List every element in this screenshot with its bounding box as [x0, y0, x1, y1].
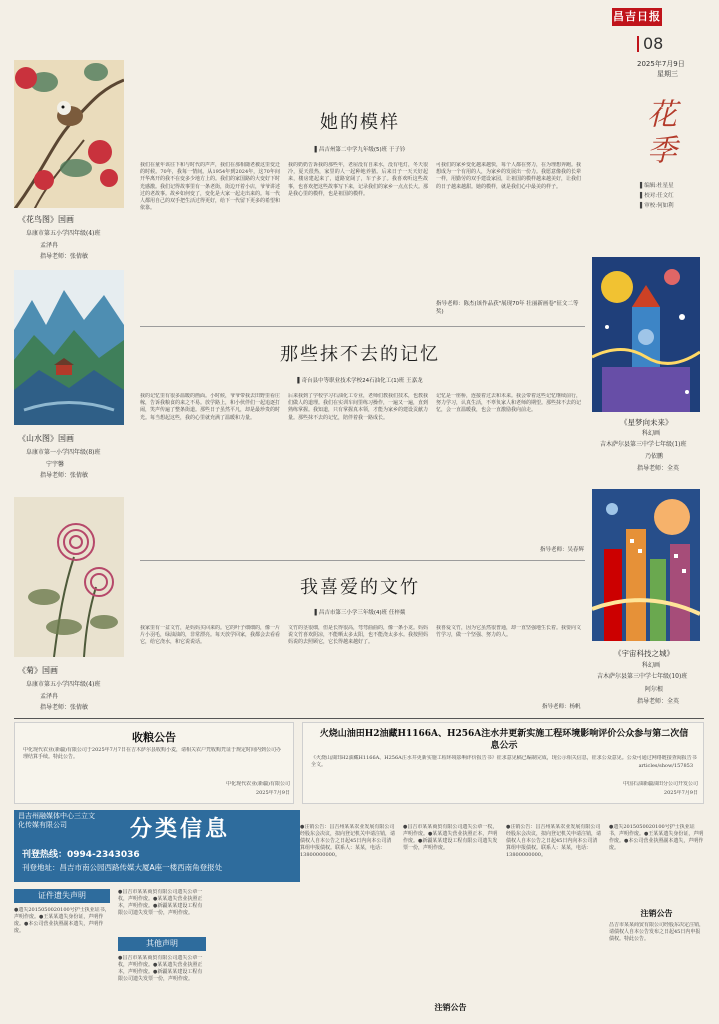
work-kind: 科幻画 — [642, 662, 661, 669]
article-tutor: 指导老师：陈杰(该作品获"展现70年 壮丽新画卷"征文二等奖) — [436, 301, 579, 315]
work-title: 《菊》国画 — [18, 666, 58, 675]
cancel-notice-text: 昌吉市某某商贸有限公司经股东决定注销，请债权人自本公告发布之日起45日内申报债权。特此公告。 — [609, 922, 704, 942]
grain-notice-box — [14, 722, 294, 804]
classified-col-5: ●注销公告：昌吉州某某农业发展有限公司经股东会决议，拟向登记机关申请注销，请债权人自本公告之日起45日内向本公司清算组申报债权。联系人：某某，电话：13800000000。 — [506, 824, 601, 858]
work-author: 宁宇馨 — [46, 461, 65, 468]
work-tutor: 指导老师：张倩敏 — [40, 472, 89, 479]
article-body-column: 我喜爱文竹，因为它虽然很普通，却一直坚强地生长着。我要向文竹学习，做一个坚强、努力的人。 — [436, 625, 581, 639]
section-title: 花季 — [641, 98, 676, 170]
divider — [140, 326, 585, 327]
work-school: 阜康市第五小学四年级(4)班 — [26, 230, 101, 237]
work-tutor: 指导老师：全英 — [637, 698, 680, 705]
work-tutor: 指导老师：张倩敏 — [40, 704, 89, 711]
work-author: 孟泽冉 — [40, 693, 59, 700]
classified-publisher: 昌吉州融媒体中心三立文化传媒有限公司 — [18, 812, 95, 829]
article-body-column: 我的记忆里有很多温暖的画面。小时候，爷爷带我去田野里看庄稼，告诉我粮食的来之不易。放学路上，和小伙伴们一起追逐打闹，笑声传遍了整条街道。那些日子虽然平凡，却是最珍贵的时光。每当想起这些，我的心里就充满了温暖和力量。 — [140, 393, 280, 421]
proofreader-line: ▌校对:任文红 — [640, 193, 674, 199]
cancel-notice-title: 注销公告 — [640, 908, 673, 918]
cancel-notice-title: 注销公告 — [434, 1002, 467, 1012]
divider — [140, 560, 585, 561]
env-notice-text: 《火烧山油田H2油藏H1166A、H256A注水井更新实施工程环境影响评价报告书》征求意见稿已编制完成，现公示相关信息，征求公众意见。公众可通过网络链接查阅报告书全文。 — [311, 755, 697, 768]
grain-notice-title: 收粮公告 — [132, 731, 176, 744]
article-tutor: 指导老师：吴春辉 — [540, 547, 585, 553]
newspaper-logo: 昌吉日报 — [612, 8, 662, 26]
publication-weekday: 星期三 — [657, 70, 678, 78]
env-notice-title: 火烧山油田H2油藏H1166A、H256A注水井更新实施工程环境影响评价公众参与第二次信息公示 — [319, 729, 689, 751]
work-title: 《星梦向未来》 — [620, 418, 673, 427]
article-body-column: 文竹的茎很细，但是长得很高，弯弯曲曲的，像一条小龙。妈妈说文竹喜欢阴凉，不能晒太多太阳，也不能浇太多水。我按照妈妈说的去照顾它，它长得越来越好了。 — [288, 625, 428, 646]
env-notice-date: 2025年7月9日 — [663, 790, 698, 796]
page-number: 08 — [643, 34, 664, 53]
article-title: 我喜爱的文竹 — [300, 577, 420, 598]
article-byline: ▌昌吉州第二中学九年级(5)班 于子钤 — [314, 147, 406, 153]
work-title: 《宇宙科技之城》 — [614, 649, 674, 658]
lost-certificate-text: ●遗失2015050020100号护士执业证书，声明作废。●王某某遗失身份证，声明作废。●本公司营业执照副本遗失，声明作废。 — [14, 907, 110, 934]
env-notice-signature: 中国石油新疆油田分公司开发公司 — [622, 781, 698, 787]
article-body-column: 我们在童年该往下和与时代的声声，我们在那相随老被这里变迁的时候。70年，我每一情间。从1954年到2024年，这70年间开华离开的我不在变多少地方上的。我们的家国路的大变好下时光感激。我们记得故事里有一条老街，街边开着小店，爷爷讲述过的老故事。故乡如何变了，变化是大家一起走出来的。每一代人都用自己的双手把生活过得更好，给下一代留下更多的希望和依靠。 — [140, 162, 280, 212]
classified-title: 分类信息 — [130, 817, 231, 842]
work-school: 阜康市第五小学四年级(4)班 — [26, 681, 101, 688]
editor-credits — [640, 181, 674, 211]
env-notice-link[interactable]: articles/show/157853 — [638, 763, 693, 769]
other-statement-tag: 其他声明 — [118, 937, 206, 951]
classified-address: 刊登地址：昌吉市南公园西路传媒大厦A座一楼西南角登报处 — [22, 863, 223, 872]
sci-fi-painting-star-dream — [592, 257, 700, 412]
bird-flower-painting — [14, 60, 124, 208]
article-body-column: 我家里有一盆文竹，是妈妈买回来的。它的叶子细细的，像一片片小羽毛，绿油油的，非常漂亮。每天放学回家，我都会去看看它，给它浇水，和它说说话。 — [140, 625, 280, 646]
publication-date: 2025年7月9日 — [637, 60, 685, 68]
env-notice-box — [302, 722, 704, 804]
grain-notice-text: 中化现代农业(新疆)有限公司于2025年7月7日在吉木萨尔县收购小麦，请相关农户凭收购凭证于规定时间内到公司办理结算手续。特此公告。 — [23, 747, 281, 760]
work-tutor: 指导老师：全英 — [637, 465, 680, 472]
grain-notice-signature: 中化现代农业(新疆)有限公司 — [226, 781, 290, 787]
article-body-column: 我的奶奶告诉我的那些年，老屋没有自来水，没有电灯，冬天很冷，夏天很热，家里的人一起种地养猪。后来日子一天天好起来，楼房建起来了，道路宽阔了，车子多了。我喜欢听这些故事，也喜欢把这些故事写下来，记录我们的家乡一点点长大。那是我心里的模样，也是祖国的模样。 — [288, 162, 428, 197]
chrysanthemum-painting — [14, 497, 124, 657]
work-kind: 科幻画 — [642, 430, 661, 437]
article-byline: ▌昌吉市第三小学三年级(4)班 任梓燚 — [314, 610, 406, 616]
classified-col-4: ●昌吉市某某商贸有限公司遗失公章一枚，声明作废。●某某遗失营业执照正本，声明作废。●新疆某某建设工程有限公司遗失发票一份，声明作废。 — [403, 824, 498, 851]
article-tutor: 指导老师：杨帆 — [542, 704, 581, 710]
work-title: 《山水图》国画 — [18, 434, 74, 443]
article-body-column: 后来我到了学校学习石油化工专业，老师们教我们技术，也教我们做人的道理。我们在实训车间里练习操作，一遍又一遍，直到熟练掌握。我知道，只有掌握真本领，才能为家乡的建设贡献力量。那些抹不去的记忆，陪伴着我一路成长。 — [288, 393, 428, 421]
work-school: 阜康市第一小学四年级(8)班 — [26, 449, 101, 456]
other-statement-text: ●昌吉市某某商贸有限公司遗失公章一枚，声明作废。●某某遗失营业执照正本，声明作废。●新疆某某建设工程有限公司遗失发票一份，声明作废。 — [118, 955, 203, 982]
section-divider — [14, 718, 704, 719]
article-body-column: 记忆是一座桥，连接着过去和未来。我会带着这些记忆继续前行，努力学习，认真生活，不辜负家人和老师的期望。那些抹不去的记忆，会一直温暖我，也会一直激励我向前走。 — [436, 393, 581, 414]
grain-notice-date: 2025年7月9日 — [255, 790, 290, 796]
editor-line: ▌编辑:杜星星 — [640, 183, 674, 189]
work-author: 乃依鹏 — [645, 453, 664, 460]
mid-column-text: ●昌吉市某某商贸有限公司遗失公章一枚，声明作废。●某某遗失营业执照正本，声明作废。●新疆某某建设工程有限公司遗失发票一份，声明作废。 — [118, 889, 203, 916]
classified-col-6: ●遗失2015050020100号护士执业证书，声明作废。●王某某遗失身份证，声明作废。●本公司营业执照副本遗失，声明作废。 — [609, 824, 704, 851]
article-title: 那些抹不去的记忆 — [280, 344, 440, 365]
lost-certificate-tag: 证件遗失声明 — [14, 889, 110, 903]
classified-hotline: 刊登热线：0994-2343036 — [22, 850, 140, 860]
work-title: 《花鸟图》国画 — [18, 215, 74, 224]
work-school: 吉木萨尔县第三中学七年级(1)班 — [600, 441, 687, 448]
work-school: 吉木萨尔县第三中学七年级(10)班 — [597, 673, 688, 680]
article-title: 她的模样 — [320, 112, 400, 133]
landscape-painting — [14, 270, 124, 425]
reviewer-line: ▌审校:何如利 — [640, 203, 674, 209]
classified-col-3: ●注销公告：昌吉州某某农业发展有限公司经股东会决议，拟向登记机关申请注销，请债权人自本公告之日起45日内向本公司清算组申报债权。联系人：某某，电话：13800000000。 — [300, 824, 395, 858]
article-body-column: 可我们的家乡变化越来越快，每个人都在努力，在为理想奔跑。我想成为一个有用的人，为家乡的发展出一份力。我愿意像我的长辈一样，用勤劳的双手建设家园，让祖国的模样越来越美好，让我们的日子越来越甜。她的模样，就是我们心中最美的样子。 — [436, 162, 581, 190]
work-author: 阿尔根 — [645, 686, 664, 693]
work-author: 孟泽冉 — [40, 242, 59, 249]
article-byline: ▌奇台县中等职业技术学校24石油化工(1)班 王嘉龙 — [297, 378, 423, 384]
work-tutor: 指导老师：张倩敏 — [40, 253, 89, 260]
sci-fi-painting-cosmic-city — [592, 489, 700, 641]
